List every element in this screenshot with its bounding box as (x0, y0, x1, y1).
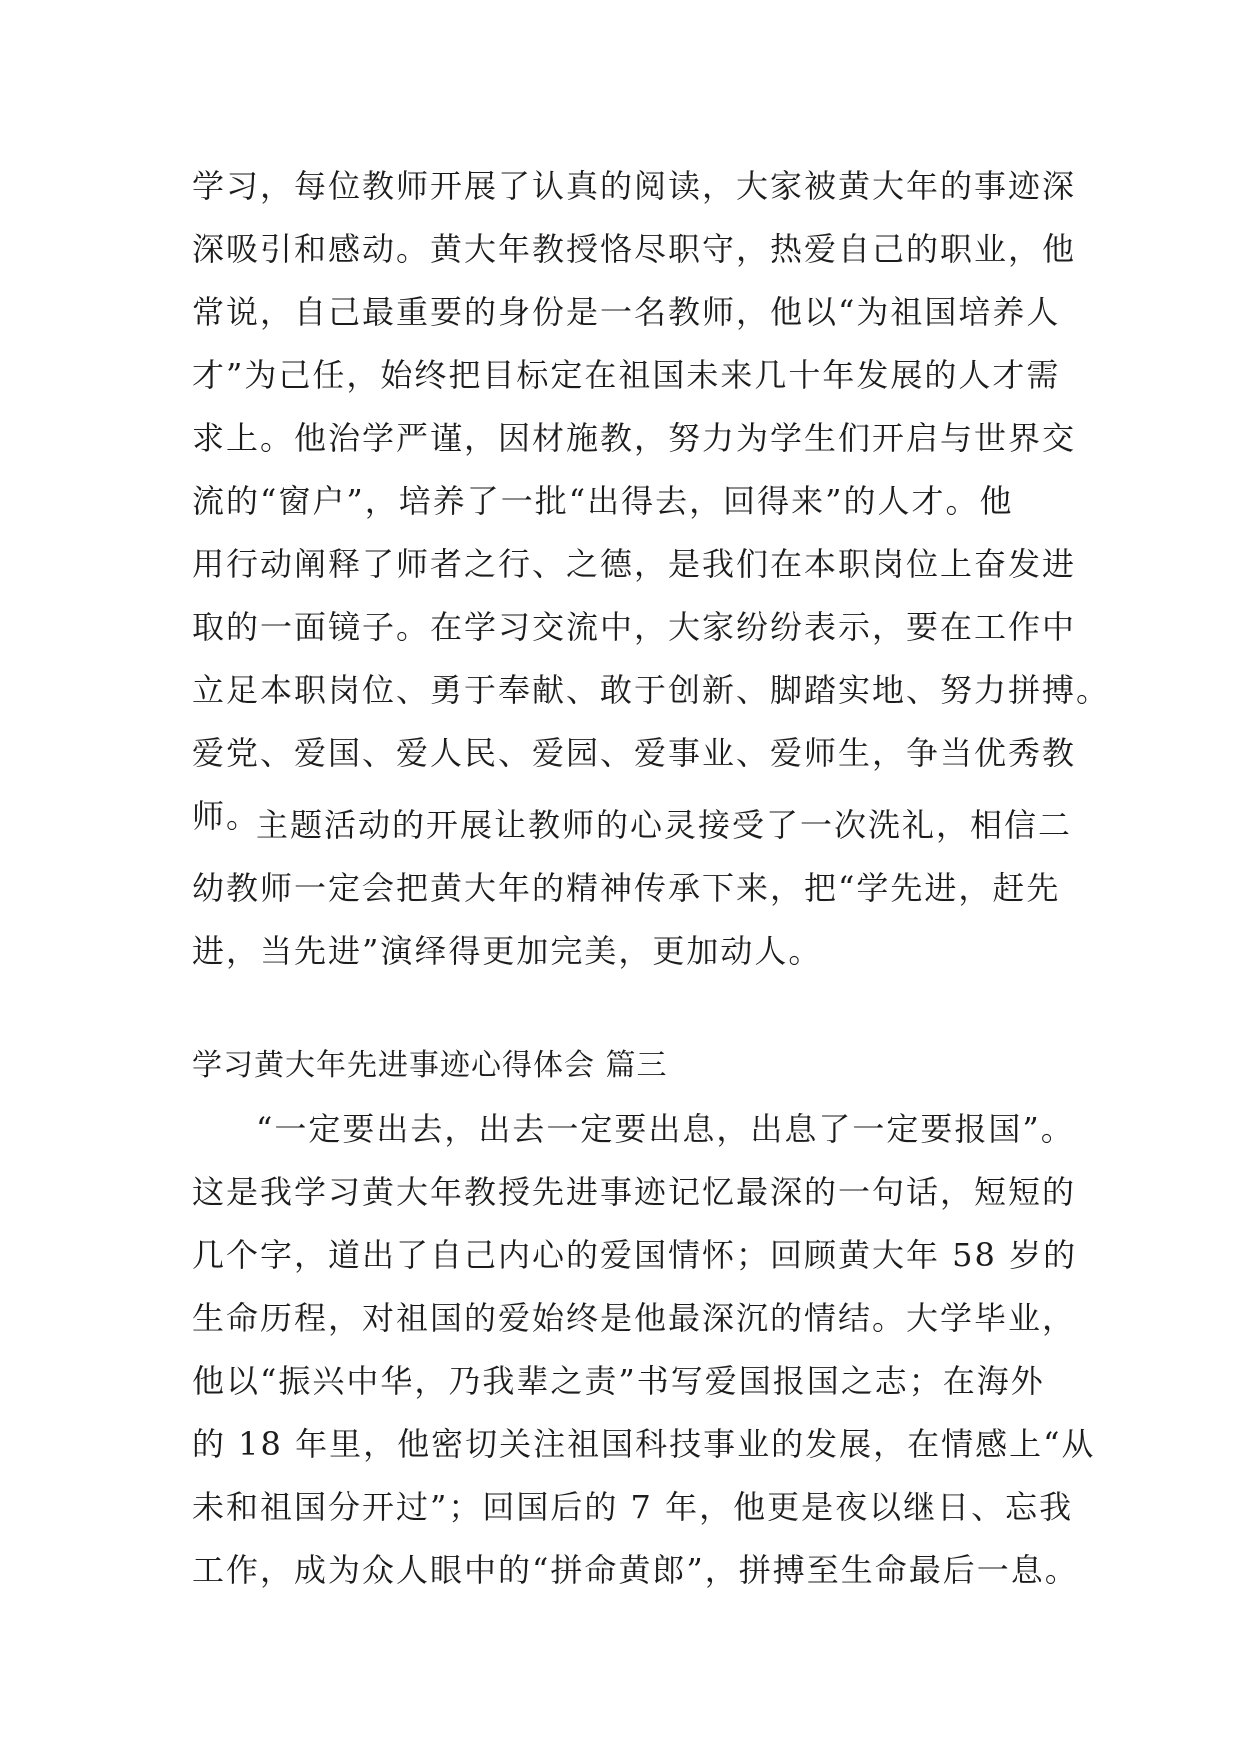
text-line: “一定要出去，出去一定要出息，出息了一定要报国”。 (256, 1110, 1075, 1148)
text-line: 这是我学习黄大年教授先进事迹记忆最深的一句话，短短的 (192, 1173, 1077, 1211)
text-line: 的 18 年里，他密切关注祖国科技事业的发展，在情感上“从 (192, 1425, 1096, 1463)
text-line: 常说，自己最重要的身份是一名教师，他以“为祖国培养人 (192, 293, 1061, 331)
text-line: 工作，成为众人眼中的“拼命黄郎”，拼搏至生命最后一息。 (192, 1551, 1079, 1589)
text-line: 进，当先进”演绎得更加完美，更加动人。 (192, 932, 823, 970)
text-line: 取的一面镜子。在学习交流中，大家纷纷表示，要在工作中 (192, 608, 1077, 646)
text-line: 才”为己任，始终把目标定在祖国未来几十年发展的人才需 (192, 356, 1061, 394)
text-line: 求上。他治学严谨，因材施教，努力为学生们开启与世界交 (192, 419, 1077, 457)
paragraph-1 (192, 155, 1111, 848)
text-line: 立足本职岗位、勇于奉献、敢于创新、脚踏实地、努力拼搏。 (192, 671, 1111, 709)
text-line: 深吸引和感动。黄大年教授恪尽职守，热爱自己的职业，他 (192, 230, 1077, 268)
text-line: 师。 (192, 797, 261, 835)
paragraph-3 (192, 1098, 1096, 1602)
text-line: 主题活动的开展让教师的心灵接受了一次洗礼，相信二 (256, 806, 1073, 844)
text-line: 爱党、爱国、爱人民、爱园、爱事业、爱师生，争当优秀教 (192, 734, 1077, 772)
text-line: 学习，每位教师开展了认真的阅读，大家被黄大年的事迹深 (192, 167, 1077, 205)
text-line: 他以“振兴中华，乃我辈之责”书写爱国报国之志；在海外 (192, 1362, 1045, 1400)
paragraph-2 (192, 794, 1073, 983)
text-line: 用行动阐释了师者之行、之德，是我们在本职岗位上奋发进 (192, 545, 1077, 583)
text-line: 未和祖国分开过”；回国后的 7 年，他更是夜以继日、忘我 (192, 1488, 1074, 1526)
text-line: 流的“窗户”，培养了一批“出得去，回得来”的人才。他 (192, 482, 1014, 520)
section-heading: 学习黄大年先进事迹心得体会 篇三 (192, 1048, 668, 1083)
text-line: 生命历程，对祖国的爱始终是他最深沉的情结。大学毕业， (192, 1299, 1077, 1337)
text-line: 几个字，道出了自己内心的爱国情怀；回顾黄大年 58 岁的 (192, 1236, 1078, 1274)
text-line: 幼教师一定会把黄大年的精神传承下来，把“学先进，赶先 (192, 869, 1061, 907)
